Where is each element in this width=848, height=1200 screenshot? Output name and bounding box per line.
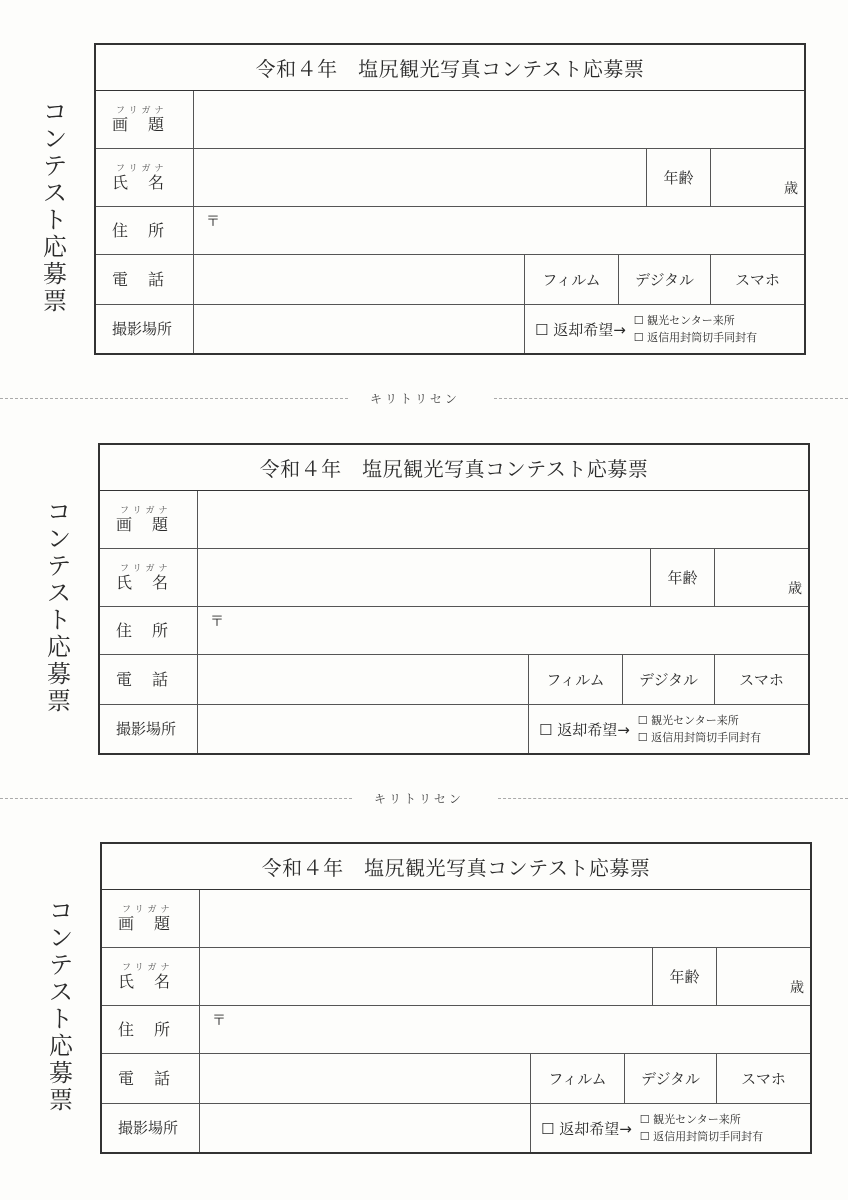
age-label: 年齢 [650,549,714,606]
side-label-char: 募 [47,660,71,688]
side-label-char: 募 [49,1059,73,1087]
row-phone [100,655,808,705]
form-title: 令和４年 塩尻観光写真コンテスト応募票 [100,445,808,491]
side-label-char: ス [43,179,67,207]
age-unit: 歳 [788,581,802,597]
return-option-envelope[interactable]: ☐ 返信用封筒切手同封有 [639,1130,764,1143]
side-label-char: コ [47,498,71,526]
name-label-text: 氏名 [118,971,191,991]
title-label [102,890,200,947]
title-label [100,491,198,548]
media-digital[interactable]: デジタル [624,1054,716,1103]
postal-mark: 〒 [210,614,224,630]
media-film[interactable]: フィルム [528,655,622,704]
furigana: フリガナ [122,904,174,915]
age-label: 年齢 [646,149,710,206]
entry-form-2 [42,443,802,755]
postal-mark: 〒 [212,1013,226,1029]
title-input[interactable] [200,890,810,947]
title-input[interactable] [198,491,808,548]
side-label-char: 募 [43,260,67,288]
media-film[interactable]: フィルム [524,255,618,304]
furigana: フリガナ [120,505,172,516]
row-title [102,890,810,948]
return-request-checkbox[interactable]: ☐ 返却希望→ [541,1119,632,1138]
side-label-char: ト [43,206,67,234]
side-label-char: 応 [47,633,71,661]
media-digital[interactable]: デジタル [618,255,710,304]
phone-label-text: 電話 [112,269,185,289]
address-label [96,207,194,254]
row-title [96,91,804,149]
address-label-text: 住所 [116,620,189,640]
title-label-text: 画題 [116,514,189,534]
address-label [100,607,198,654]
return-option-envelope[interactable]: ☐ 返信用封筒切手同封有 [633,331,758,344]
location-label [102,1104,200,1152]
age-label: 年齢 [652,948,716,1005]
return-options [634,312,757,346]
address-label [102,1006,200,1053]
address-input[interactable] [200,1006,810,1053]
form-title: 令和４年 塩尻観光写真コンテスト応募票 [96,45,804,91]
row-address [100,607,808,655]
form-table [100,842,812,1154]
side-label-char: ン [49,924,73,952]
cut-line-1 [0,390,848,406]
return-option-visit[interactable]: ☐ 観光センター来所 [639,1113,741,1126]
name-label [96,149,194,206]
phone-label [100,655,198,704]
name-label-text: 氏名 [112,172,185,192]
location-label [100,705,198,753]
media-smartphone[interactable]: スマホ [714,655,808,704]
side-label-char: テ [49,951,73,979]
side-label-char: テ [43,152,67,180]
return-options [638,712,761,746]
location-input[interactable] [198,705,528,753]
phone-label [102,1054,200,1103]
row-name [96,149,804,207]
return-option-visit[interactable]: ☐ 観光センター来所 [637,714,739,727]
entry-form-1 [38,43,798,355]
side-label-char: コ [43,98,67,126]
name-label [100,549,198,606]
media-digital[interactable]: デジタル [622,655,714,704]
name-input[interactable] [198,549,650,606]
return-request-checkbox[interactable]: ☐ 返却希望→ [539,720,630,739]
side-label-char: ス [49,978,73,1006]
side-label [38,99,72,315]
return-section [530,1104,810,1152]
age-input[interactable] [710,149,804,206]
return-options [640,1111,763,1145]
age-input[interactable] [714,549,808,606]
phone-input[interactable] [200,1054,530,1103]
form-table [94,43,806,355]
location-input[interactable] [194,305,524,353]
location-label [96,305,194,353]
return-section [528,705,808,753]
name-label-text: 氏名 [116,572,189,592]
side-label [42,499,76,715]
phone-input[interactable] [194,255,524,304]
side-label-char: 票 [47,687,71,715]
location-label-text: 撮影場所 [118,1119,179,1137]
row-phone [102,1054,810,1104]
media-smartphone[interactable]: スマホ [716,1054,810,1103]
row-location [102,1104,810,1152]
form-title: 令和４年 塩尻観光写真コンテスト応募票 [102,844,810,890]
form-table [98,443,810,755]
address-input[interactable] [194,207,804,254]
age-unit: 歳 [790,980,804,996]
title-label-text: 画題 [112,114,185,134]
cut-line-2 [0,790,848,806]
address-label-text: 住所 [118,1019,191,1039]
name-input[interactable] [200,948,652,1005]
row-name [102,948,810,1006]
title-label-text: 画題 [118,913,191,933]
phone-label-text: 電話 [116,669,189,689]
row-address [96,207,804,255]
row-title [100,491,808,549]
row-location [100,705,808,753]
side-label-char: 応 [43,233,67,261]
title-label [96,91,194,148]
address-input[interactable] [198,607,808,654]
side-label-char: ト [47,606,71,634]
return-option-visit[interactable]: ☐ 観光センター来所 [633,314,735,327]
location-label-text: 撮影場所 [116,720,177,738]
furigana: フリガナ [116,105,168,116]
age-unit: 歳 [784,181,798,197]
name-input[interactable] [194,149,646,206]
cut-line-text: キリトリセン [370,392,460,406]
side-label-char: ン [47,525,71,553]
side-label-char: 票 [43,287,67,315]
entry-form-3 [44,842,804,1154]
media-smartphone[interactable]: スマホ [710,255,804,304]
side-label-char: ト [49,1005,73,1033]
cut-line-text: キリトリセン [374,792,464,806]
row-address [102,1006,810,1054]
phone-label-text: 電話 [118,1068,191,1088]
title-input[interactable] [194,91,804,148]
location-input[interactable] [200,1104,530,1152]
side-label-char: ン [43,125,67,153]
name-label [102,948,200,1005]
side-label-char: 票 [49,1086,73,1114]
row-location [96,305,804,353]
media-film[interactable]: フィルム [530,1054,624,1103]
furigana: フリガナ [120,563,172,574]
address-label-text: 住所 [112,220,185,240]
row-phone [96,255,804,305]
phone-input[interactable] [198,655,528,704]
phone-label [96,255,194,304]
age-input[interactable] [716,948,810,1005]
postal-mark: 〒 [206,214,220,230]
furigana: フリガナ [116,163,168,174]
return-option-envelope[interactable]: ☐ 返信用封筒切手同封有 [637,731,762,744]
side-label-char: ス [47,579,71,607]
return-request-checkbox[interactable]: ☐ 返却希望→ [535,320,626,339]
side-label-char: コ [49,897,73,925]
side-label [44,898,78,1114]
side-label-char: テ [47,552,71,580]
return-section [524,305,804,353]
location-label-text: 撮影場所 [112,320,173,338]
side-label-char: 応 [49,1032,73,1060]
furigana: フリガナ [122,962,174,973]
row-name [100,549,808,607]
